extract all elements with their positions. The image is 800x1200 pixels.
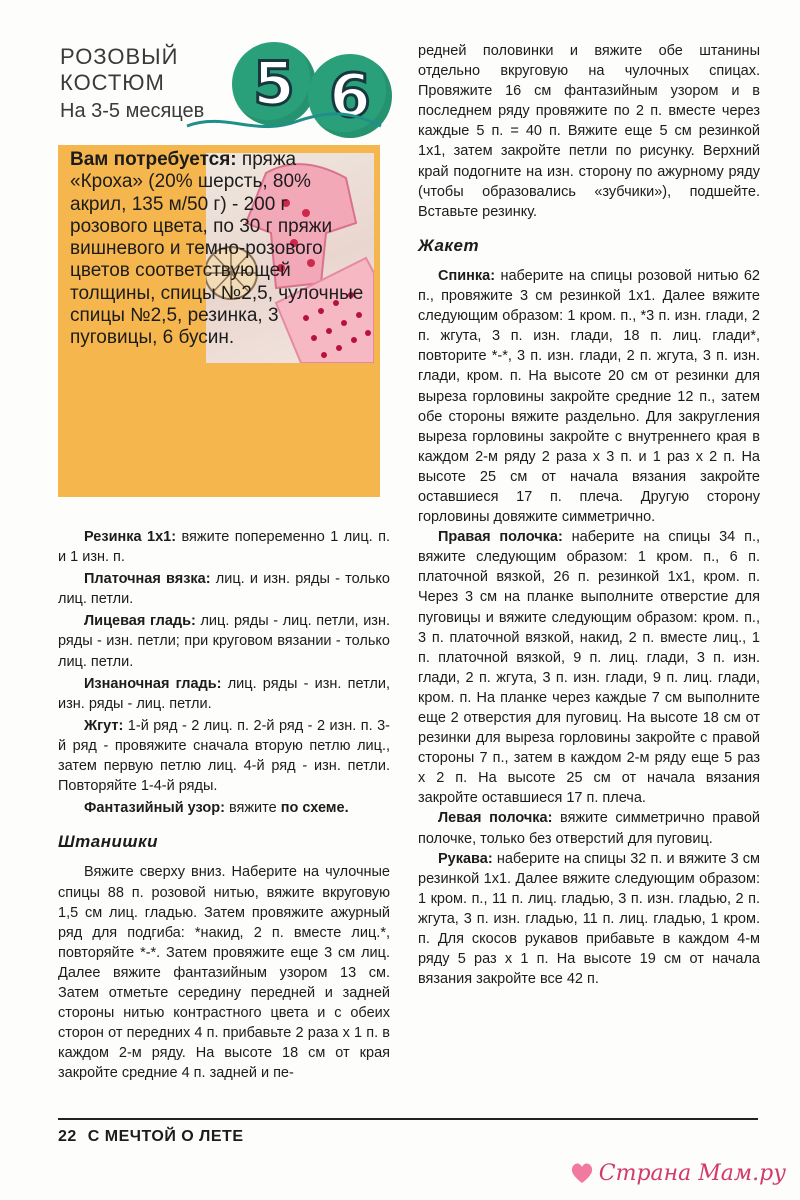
def-fancy (58, 798, 390, 818)
section-heading-jacket: Жакет (418, 235, 480, 255)
def-garter-text: лиц. и изн. ряды - только лиц. петли. (58, 571, 390, 608)
def-stockinette-label: Лицевая гладь: (84, 613, 196, 630)
swirl-decoration-icon (185, 108, 385, 138)
def-reverse-text: лиц. ряды - изн. петли, изн. ряды - лиц. петли. (58, 675, 390, 712)
def-fancy-label: Фантазийный узор: (84, 800, 225, 817)
materials-box (58, 145, 380, 497)
trousers-text: Вяжите сверху вниз. Наберите на чулочные спицы 88 п. розовой нитью, вяжите вкруговую 1,5 см лиц. гладью. Затем провяжите ажурный ряд для подгиба: *накид, 2 п. вместе лиц.*, повторяйте *-*. Затем провяжите еще 3 см лиц. Далее вяжите фантазийным узором 13 см. Затем отметьте середину передней и задней стороны нитью контрастного цвета и с обеих сторон от передних 4 п. прибавьте 2 раза х 1 п. в каждом 2-м ряду. На высоте 18 см от края закройте средние 4 п. задней и пе- (58, 864, 390, 1082)
def-fancy-text: вяжите (224, 800, 281, 817)
jacket-right-front-label: Правая полочка: (438, 529, 563, 546)
section-heading-trousers: Штанишки (58, 832, 158, 852)
def-cable-label: Жгут: (84, 717, 124, 734)
jacket-sleeves-text: наберите на спицы 32 п. и вяжите 3 см резинкой 1х1. Далее вяжите следующим образом: 1 кром. п., 11 п. лиц. гладью, 3 п. изн. гладью, 2 п. жгута, 3 п. изн. гладью, 11 п. лиц. гладью, 1 кром. п. Для скосов рукавов прибавьте в каждом 4-м ряду 5 раз х 1 п. На высоте 19 см от начала вязания закройте все 42 п. (418, 850, 760, 988)
title-line-2: КОСТЮМ (60, 70, 165, 95)
jacket-right-front (418, 527, 760, 808)
def-stockinette-text: лиц. ряды - лиц. петли, изн. ряды - изн. петли; при круговом вязании - только лиц. петли. (58, 613, 390, 670)
title-line-1: РОЗОВЫЙ (60, 44, 179, 69)
materials-lead: Вам потребуется: (70, 149, 237, 170)
def-fancy-bold: по схеме. (280, 800, 349, 817)
def-cable-text: 1-й ряд - 2 лиц. п. 2-й ряд - 2 изн. п. 3-й ряд - провяжите сначала вторую петлю лиц., затем первую петлю лиц. 4-й ряд - изн. петли. Повторяйте 1-4-й ряды. (58, 717, 390, 795)
jacket-back-label: Спинка: (438, 267, 496, 284)
article-subtitle: На 3-5 месяцев (60, 100, 205, 122)
trousers-continued: редней половинки и вяжите обе штанины отдельно вкруговую на чулочных спицах. Провяжите 16 см фантазийным узором и в последнем ряду провяжите по 2 п. вместе через каждые 5 п. = 40 п. Вяжите еще 5 см резинкой 1х1, затем закройте петли по рисунку. Верхний край подогните на изн. сторону по ажурному ряду (чтобы образовались «зубчики»), подшейте. Вставьте резинку. (418, 43, 760, 220)
jacket-left-front-text: вяжите симметрично правой полочке, только без отверстий для пуговиц. (418, 810, 760, 847)
watermark (569, 1160, 786, 1186)
jacket-sleeves (418, 849, 760, 990)
jacket-right-front-text: наберите на спицы 34 п., вяжите следующим образом: 1 кром. п., 6 п. платочной вязкой, 26 п. резинкой 1х1, кром. п. Через 3 см на планке выполните отверстие для пуговицы и вяжите следующим образом: кром. п., 3 п. платочной вязкой, накид, 2 п. вместе лиц., 1 п. платочной вязкой, 9 п. лиц. глади, 3 п. изн. глади, 2 п. жгута, 3 п. изн. глади, 9 п. лиц. глади, кром. п. На планке через каждые 7 см выполните еще 2 отверстия для пуговиц. На высоте 18 см от резинки для выреза горловины закройте с правой стороны 7 п., затем в каждом 2-м ряду еще 5 раз х 2 п. На высоте 25 см от начала вязания закройте оставшиеся 17 п. плеча. (418, 529, 760, 807)
size-badge-5-label: 5 (253, 49, 295, 119)
watermark-heart-icon (569, 1160, 595, 1186)
jacket-back-text: наберите на спицы розовой нитью 62 п., провяжите 3 см резинкой 1х1. Далее вяжите следующим образом: 1 кром. п., *3 п. изн. глади, 2 п. жгута, 3 п. изн. глади, 18 п. лиц. глади*, повторите *-*, 3 п. изн. глади, 2 п. жгута, 3 п. изн. глади, кром. п. На высоте 20 см от резинки для выреза горловины закройте средние 12 п., затем обе стороны вяжите раздельно. Для закругления выреза горловины закройте с внутреннего края в каждом 2-м ряду 2 раза х 3 п. и 1 раз х 2 п. На высоте 25 см от начала вязания закройте оставшиеся 17 п. плеча. Другую сторону горловины довяжите симметрично. (418, 267, 760, 526)
right-column (418, 41, 760, 989)
page-footer (58, 1128, 244, 1146)
footer-rule (58, 1118, 758, 1120)
left-column (58, 527, 390, 1083)
def-reverse (58, 674, 390, 714)
def-cable (58, 716, 390, 796)
jacket-sleeves-label: Рукава: (438, 850, 493, 867)
size-badge-6-label: 6 (329, 61, 371, 131)
jacket-left-front-label: Левая полочка: (438, 810, 553, 827)
def-garter (58, 569, 390, 609)
magazine-title: С МЕЧТОЙ О ЛЕТЕ (87, 1128, 244, 1145)
def-rib-text: вяжите попеременно 1 лиц. п. и 1 изн. п. (58, 529, 390, 566)
watermark-text: Страна Мам.ру (598, 1160, 786, 1186)
def-stockinette (58, 611, 390, 671)
def-garter-label: Платочная вязка: (84, 571, 211, 588)
page-number: 22 (58, 1128, 77, 1145)
article-title (60, 44, 260, 96)
def-reverse-label: Изнаночная гладь: (84, 675, 222, 692)
materials-text (70, 149, 370, 350)
jacket-left-front (418, 808, 760, 848)
materials-body: пряжа «Кроха» (20% шерсть, 80% акрил, 135 м/50 г) - 200 г розового цвета, по 30 г пряжи вишневого и темно-розового цветов соответствующей толщины, спицы №2,5, чулочные спицы №2,5, резинка, 3 пуговицы, 6 бусин. (70, 149, 364, 349)
def-rib (58, 527, 390, 567)
def-rib-label: Резинка 1х1: (84, 529, 177, 545)
jacket-back (418, 266, 760, 527)
